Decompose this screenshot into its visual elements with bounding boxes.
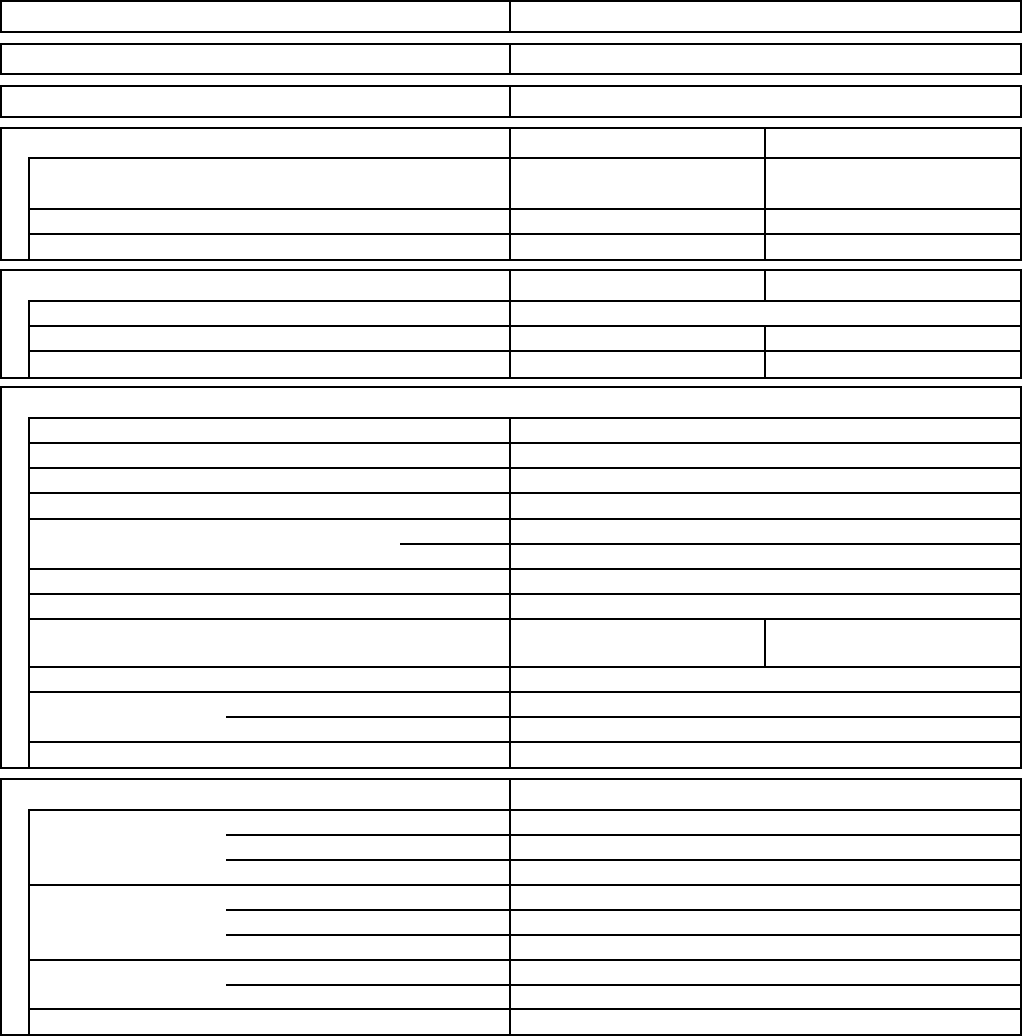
section-b-line: [28, 325, 1020, 327]
section-d-line: [226, 934, 1020, 936]
section-c-line: [28, 666, 1020, 668]
section-a: [0, 127, 1022, 261]
section-d: [0, 778, 1022, 1036]
section-a-divider: [764, 127, 766, 261]
section-b-line: [28, 300, 1020, 302]
section-a-line: [28, 157, 1020, 159]
section-b: [0, 269, 1022, 379]
section-d-line: [226, 859, 1020, 861]
section-b-line: [28, 350, 1020, 352]
section-b-divider: [764, 269, 766, 302]
section-d-line: [226, 834, 1020, 836]
section-c-line: [28, 518, 1020, 520]
section-c-line: [28, 442, 1020, 444]
section-a-line: [28, 208, 1020, 210]
section-c-line: [28, 593, 1020, 595]
section-b-indent-line: [28, 301, 30, 377]
section-d-indent-line: [28, 810, 30, 1034]
row-1-divider: [509, 0, 511, 33]
form-row-2: [0, 43, 1022, 75]
section-a-line: [28, 233, 1020, 235]
section-c-line: [28, 467, 1020, 469]
section-b-divider: [764, 326, 766, 379]
section-c-line: [226, 716, 1020, 718]
form-row-1: [0, 0, 1022, 33]
section-c-line: [28, 568, 1020, 570]
section-d-divider: [509, 778, 511, 1036]
section-c-line: [28, 741, 1020, 743]
section-c-line: [28, 618, 1020, 620]
section-d-line: [28, 884, 1020, 886]
section-d-line: [28, 1008, 1020, 1010]
section-c-line: [28, 691, 1020, 693]
section-d-line: [28, 809, 1020, 811]
section-d-line: [226, 909, 1020, 911]
section-c-line: [28, 417, 1020, 419]
section-d-line: [28, 959, 1020, 961]
section-a-divider: [509, 127, 511, 261]
section-b-divider: [509, 269, 511, 379]
section-c-line: [400, 543, 1020, 545]
section-c-divider: [764, 619, 766, 668]
section-c-line: [28, 492, 1020, 494]
section-d-line: [226, 984, 1020, 986]
row-3-divider: [509, 85, 511, 118]
form-row-3: [0, 85, 1022, 118]
row-2-divider: [509, 43, 511, 75]
